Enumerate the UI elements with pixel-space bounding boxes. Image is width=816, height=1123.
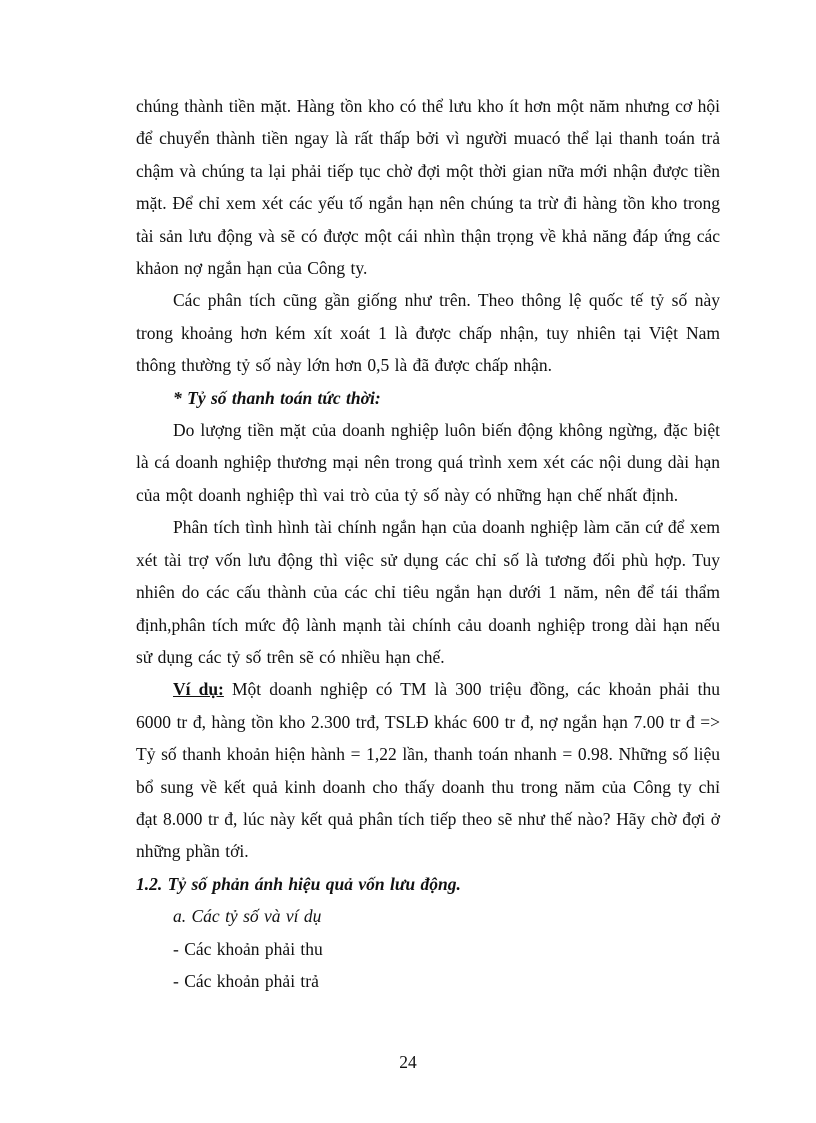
paragraph-cash-fluctuation: Do lượng tiền mặt của doanh nghiệp luôn biến động không ngừng, đặc biệt là cá doanh nghiệp thương mại nên trong quá trình xem xét các nội dung dài hạn của một doanh nghiệp thì vai trò của tỷ số này có những hạn chế nhất định. [136, 420, 720, 505]
subheading-ratios-examples: a. Các tỷ số và ví dụ [173, 906, 322, 927]
list-item-receivables: - Các khoản phải thu [173, 938, 323, 959]
paragraph-example [136, 673, 720, 867]
page-content [136, 90, 720, 997]
paragraph-inventory: chúng thành tiền mặt. Hàng tồn kho có thể lưu kho ít hơn một năm nhưng cơ hội để chuyển thành tiền ngay là rất thấp bởi vì người muacó thể lại thanh toán trả chậm và chúng ta lại phải tiếp tục chờ đợi một thời gian nữa mới nhận được tiền mặt. Để chỉ xem xét các yếu tố ngắn hạn nên chúng ta trừ đi hàng tồn kho trong tài sản lưu động và sẽ có được một cái nhìn thận trọng về khả năng đáp ứng các khảon nợ ngắn hạn của Công ty. [136, 96, 720, 279]
list-item-payables: - Các khoản phải trả [173, 970, 319, 991]
example-label: Ví dụ: [173, 679, 224, 700]
paragraph-quick-ratio-analysis: Các phân tích cũng gần giống như trên. Theo thông lệ quốc tế tỷ số này trong khoảng hơn kém xít xoát 1 là được chấp nhận, tuy nhiên tại Việt Nam thông thường tỷ số này lớn hơn 0,5 là đã được chấp nhận. [136, 290, 720, 376]
section-heading-working-capital: 1.2. Tỷ số phản ánh hiệu quả vốn lưu động. [136, 873, 461, 894]
page-number: 24 [399, 1052, 417, 1072]
example-text: Một doanh nghiệp có TM là 300 triệu đồng, các khoản phải thu 6000 tr đ, hàng tồn kho 2.300 trđ, TSLĐ khác 600 tr đ, nợ ngắn hạn 7.00 tr đ => Tỷ số thanh khoản hiện hành = 1,22 lần, thanh toán nhanh = 0.98. Những số liệu bổ sung về kết quả kinh doanh cho thấy doanh thu trong năm của Công ty chỉ đạt 8.000 tr đ, lúc này kết quả phân tích tiếp theo sẽ như thế nào? Hãy chờ đợi ở những phần tới. [136, 679, 720, 862]
heading-instant-ratio: * Tỷ số thanh toán tức thời: [173, 387, 381, 408]
paragraph-short-term-analysis: Phân tích tình hình tài chính ngắn hạn của doanh nghiệp làm căn cứ để xem xét tài trợ vốn lưu động thì việc sử dụng các chỉ số là tương đối phù hợp. Tuy nhiên do các cấu thành của các chỉ tiêu ngắn hạn dưới 1 năm, nên để tái thẩm định,phân tích mức độ lành mạnh tài chính cảu doanh nghiệp trong dài hạn nếu sử dụng các tỷ số trên sẽ có nhiều hạn chế. [136, 517, 720, 667]
